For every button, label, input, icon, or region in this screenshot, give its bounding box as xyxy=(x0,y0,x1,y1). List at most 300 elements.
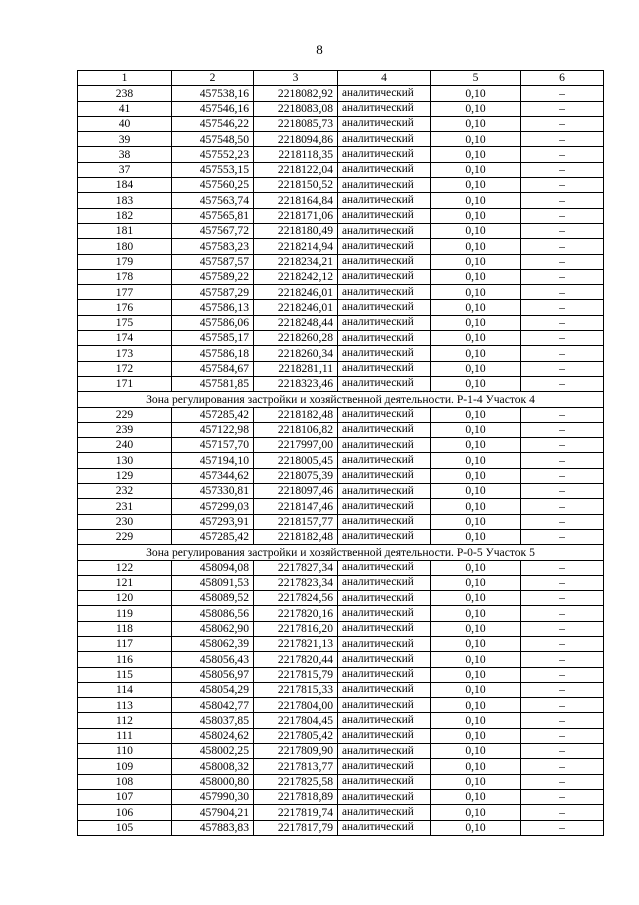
table-row xyxy=(78,239,604,254)
method-cell: аналитический xyxy=(338,514,431,529)
point-number-cell: 120 xyxy=(78,591,172,606)
point-number-cell: 112 xyxy=(78,713,172,728)
x-coordinate-cell: 457990,30 xyxy=(172,789,254,804)
method-cell: аналитический xyxy=(338,591,431,606)
y-coordinate-cell: 2217815,33 xyxy=(254,682,338,697)
x-coordinate-cell: 457563,74 xyxy=(172,193,254,208)
x-coordinate-cell: 457553,15 xyxy=(172,162,254,177)
method-cell: аналитический xyxy=(338,575,431,590)
x-coordinate-cell: 457285,42 xyxy=(172,407,254,422)
accuracy-cell: 0,10 xyxy=(431,682,521,697)
accuracy-cell: 0,10 xyxy=(431,529,521,544)
point-number-cell: 39 xyxy=(78,132,172,147)
y-coordinate-cell: 2218171,06 xyxy=(254,208,338,223)
point-number-cell: 41 xyxy=(78,101,172,116)
note-cell: – xyxy=(521,774,604,789)
accuracy-cell: 0,10 xyxy=(431,744,521,759)
accuracy-cell: 0,10 xyxy=(431,575,521,590)
method-cell: аналитический xyxy=(338,162,431,177)
y-coordinate-cell: 2218214,94 xyxy=(254,239,338,254)
note-cell: – xyxy=(521,254,604,269)
method-cell: аналитический xyxy=(338,193,431,208)
accuracy-cell: 0,10 xyxy=(431,728,521,743)
table-row xyxy=(78,132,604,147)
point-number-cell: 229 xyxy=(78,529,172,544)
note-cell: – xyxy=(521,132,604,147)
x-coordinate-cell: 457587,57 xyxy=(172,254,254,269)
point-number-cell: 129 xyxy=(78,468,172,483)
accuracy-cell: 0,10 xyxy=(431,300,521,315)
method-cell: аналитический xyxy=(338,682,431,697)
note-cell: – xyxy=(521,575,604,590)
x-coordinate-cell: 457330,81 xyxy=(172,484,254,499)
y-coordinate-cell: 2217820,44 xyxy=(254,652,338,667)
x-coordinate-cell: 457581,85 xyxy=(172,376,254,391)
table-row xyxy=(78,208,604,223)
table-row xyxy=(78,728,604,743)
note-cell: – xyxy=(521,713,604,728)
point-number-cell: 182 xyxy=(78,208,172,223)
method-cell: аналитический xyxy=(338,331,431,346)
point-number-cell: 130 xyxy=(78,453,172,468)
point-number-cell: 37 xyxy=(78,162,172,177)
table-row xyxy=(78,713,604,728)
point-number-cell: 179 xyxy=(78,254,172,269)
y-coordinate-cell: 2218157,77 xyxy=(254,514,338,529)
accuracy-cell: 0,10 xyxy=(431,621,521,636)
method-cell: аналитический xyxy=(338,86,431,101)
accuracy-cell: 0,10 xyxy=(431,86,521,101)
note-cell: – xyxy=(521,789,604,804)
method-cell: аналитический xyxy=(338,254,431,269)
table-row xyxy=(78,682,604,697)
point-number-cell: 107 xyxy=(78,789,172,804)
point-number-cell: 229 xyxy=(78,407,172,422)
x-coordinate-cell: 457883,83 xyxy=(172,820,254,835)
accuracy-cell: 0,10 xyxy=(431,820,521,835)
table-row xyxy=(78,774,604,789)
note-cell: – xyxy=(521,698,604,713)
table-body xyxy=(78,71,604,836)
x-coordinate-cell: 457904,21 xyxy=(172,805,254,820)
table-row xyxy=(78,422,604,437)
y-coordinate-cell: 2218182,48 xyxy=(254,529,338,544)
x-coordinate-cell: 457586,18 xyxy=(172,346,254,361)
x-coordinate-cell: 457285,42 xyxy=(172,529,254,544)
note-cell: – xyxy=(521,178,604,193)
zone-heading: Зона регулирования застройки и хозяйственной деятельности. Р-0-5 Участок 5 xyxy=(78,545,604,560)
table-row xyxy=(78,575,604,590)
accuracy-cell: 0,10 xyxy=(431,484,521,499)
y-coordinate-cell: 2217817,79 xyxy=(254,820,338,835)
accuracy-cell: 0,10 xyxy=(431,514,521,529)
point-number-cell: 176 xyxy=(78,300,172,315)
point-number-cell: 238 xyxy=(78,86,172,101)
table-row xyxy=(78,529,604,544)
point-number-cell: 110 xyxy=(78,744,172,759)
method-cell: аналитический xyxy=(338,713,431,728)
x-coordinate-cell: 457548,50 xyxy=(172,132,254,147)
x-coordinate-cell: 457538,16 xyxy=(172,86,254,101)
y-coordinate-cell: 2218147,46 xyxy=(254,499,338,514)
y-coordinate-cell: 2218180,49 xyxy=(254,223,338,238)
note-cell: – xyxy=(521,361,604,376)
table-row xyxy=(78,101,604,116)
note-cell: – xyxy=(521,591,604,606)
y-coordinate-cell: 2217821,13 xyxy=(254,636,338,651)
table-row xyxy=(78,667,604,682)
method-cell: аналитический xyxy=(338,789,431,804)
header-cell-1: 1 xyxy=(78,71,172,86)
note-cell: – xyxy=(521,101,604,116)
table-row xyxy=(78,147,604,162)
method-cell: аналитический xyxy=(338,147,431,162)
x-coordinate-cell: 458000,80 xyxy=(172,774,254,789)
accuracy-cell: 0,10 xyxy=(431,101,521,116)
x-coordinate-cell: 458086,56 xyxy=(172,606,254,621)
point-number-cell: 177 xyxy=(78,285,172,300)
accuracy-cell: 0,10 xyxy=(431,422,521,437)
method-cell: аналитический xyxy=(338,269,431,284)
method-cell: аналитический xyxy=(338,223,431,238)
point-number-cell: 121 xyxy=(78,575,172,590)
x-coordinate-cell: 458008,32 xyxy=(172,759,254,774)
table-header-row xyxy=(78,71,604,86)
x-coordinate-cell: 458062,39 xyxy=(172,636,254,651)
y-coordinate-cell: 2218281,11 xyxy=(254,361,338,376)
accuracy-cell: 0,10 xyxy=(431,162,521,177)
y-coordinate-cell: 2218097,46 xyxy=(254,484,338,499)
method-cell: аналитический xyxy=(338,438,431,453)
y-coordinate-cell: 2218242,12 xyxy=(254,269,338,284)
point-number-cell: 117 xyxy=(78,636,172,651)
y-coordinate-cell: 2217818,89 xyxy=(254,789,338,804)
point-number-cell: 174 xyxy=(78,331,172,346)
accuracy-cell: 0,10 xyxy=(431,208,521,223)
point-number-cell: 108 xyxy=(78,774,172,789)
x-coordinate-cell: 457194,10 xyxy=(172,453,254,468)
method-cell: аналитический xyxy=(338,422,431,437)
x-coordinate-cell: 457586,06 xyxy=(172,315,254,330)
point-number-cell: 113 xyxy=(78,698,172,713)
header-cell-6: 6 xyxy=(521,71,604,86)
y-coordinate-cell: 2218323,46 xyxy=(254,376,338,391)
method-cell: аналитический xyxy=(338,728,431,743)
note-cell: – xyxy=(521,606,604,621)
y-coordinate-cell: 2217815,79 xyxy=(254,667,338,682)
x-coordinate-cell: 457552,23 xyxy=(172,147,254,162)
accuracy-cell: 0,10 xyxy=(431,346,521,361)
x-coordinate-cell: 457583,23 xyxy=(172,239,254,254)
y-coordinate-cell: 2217816,20 xyxy=(254,621,338,636)
method-cell: аналитический xyxy=(338,208,431,223)
zone-heading-row xyxy=(78,545,604,560)
method-cell: аналитический xyxy=(338,453,431,468)
method-cell: аналитический xyxy=(338,468,431,483)
table-row xyxy=(78,254,604,269)
note-cell: – xyxy=(521,239,604,254)
y-coordinate-cell: 2218260,34 xyxy=(254,346,338,361)
note-cell: – xyxy=(521,407,604,422)
y-coordinate-cell: 2218094,86 xyxy=(254,132,338,147)
accuracy-cell: 0,10 xyxy=(431,591,521,606)
accuracy-cell: 0,10 xyxy=(431,468,521,483)
table-row xyxy=(78,116,604,131)
note-cell: – xyxy=(521,300,604,315)
accuracy-cell: 0,10 xyxy=(431,407,521,422)
method-cell: аналитический xyxy=(338,101,431,116)
note-cell: – xyxy=(521,805,604,820)
accuracy-cell: 0,10 xyxy=(431,560,521,575)
table-row xyxy=(78,376,604,391)
method-cell: аналитический xyxy=(338,315,431,330)
note-cell: – xyxy=(521,269,604,284)
table-row xyxy=(78,162,604,177)
table-row xyxy=(78,820,604,835)
y-coordinate-cell: 2217805,42 xyxy=(254,728,338,743)
point-number-cell: 116 xyxy=(78,652,172,667)
table-row xyxy=(78,269,604,284)
method-cell: аналитический xyxy=(338,744,431,759)
y-coordinate-cell: 2218234,21 xyxy=(254,254,338,269)
x-coordinate-cell: 457293,91 xyxy=(172,514,254,529)
method-cell: аналитический xyxy=(338,361,431,376)
note-cell: – xyxy=(521,560,604,575)
point-number-cell: 230 xyxy=(78,514,172,529)
table-row xyxy=(78,560,604,575)
note-cell: – xyxy=(521,376,604,391)
method-cell: аналитический xyxy=(338,300,431,315)
header-cell-4: 4 xyxy=(338,71,431,86)
page-number: 8 xyxy=(316,42,323,57)
accuracy-cell: 0,10 xyxy=(431,805,521,820)
accuracy-cell: 0,10 xyxy=(431,269,521,284)
x-coordinate-cell: 457122,98 xyxy=(172,422,254,437)
note-cell: – xyxy=(521,438,604,453)
note-cell: – xyxy=(521,422,604,437)
point-number-cell: 114 xyxy=(78,682,172,697)
accuracy-cell: 0,10 xyxy=(431,713,521,728)
table-row xyxy=(78,514,604,529)
table-row xyxy=(78,453,604,468)
method-cell: аналитический xyxy=(338,652,431,667)
note-cell: – xyxy=(521,652,604,667)
y-coordinate-cell: 2217809,90 xyxy=(254,744,338,759)
table-row xyxy=(78,484,604,499)
x-coordinate-cell: 457565,81 xyxy=(172,208,254,223)
table-row xyxy=(78,698,604,713)
point-number-cell: 184 xyxy=(78,178,172,193)
note-cell: – xyxy=(521,759,604,774)
method-cell: аналитический xyxy=(338,820,431,835)
y-coordinate-cell: 2218085,73 xyxy=(254,116,338,131)
note-cell: – xyxy=(521,193,604,208)
header-cell-3: 3 xyxy=(254,71,338,86)
point-number-cell: 111 xyxy=(78,728,172,743)
point-number-cell: 175 xyxy=(78,315,172,330)
method-cell: аналитический xyxy=(338,621,431,636)
point-number-cell: 106 xyxy=(78,805,172,820)
accuracy-cell: 0,10 xyxy=(431,315,521,330)
method-cell: аналитический xyxy=(338,560,431,575)
accuracy-cell: 0,10 xyxy=(431,759,521,774)
accuracy-cell: 0,10 xyxy=(431,606,521,621)
x-coordinate-cell: 457560,25 xyxy=(172,178,254,193)
method-cell: аналитический xyxy=(338,499,431,514)
x-coordinate-cell: 457546,16 xyxy=(172,101,254,116)
accuracy-cell: 0,10 xyxy=(431,132,521,147)
x-coordinate-cell: 458094,08 xyxy=(172,560,254,575)
x-coordinate-cell: 457157,70 xyxy=(172,438,254,453)
method-cell: аналитический xyxy=(338,407,431,422)
note-cell: – xyxy=(521,514,604,529)
note-cell: – xyxy=(521,682,604,697)
y-coordinate-cell: 2217825,58 xyxy=(254,774,338,789)
header-cell-2: 2 xyxy=(172,71,254,86)
y-coordinate-cell: 2218182,48 xyxy=(254,407,338,422)
accuracy-cell: 0,10 xyxy=(431,285,521,300)
note-cell: – xyxy=(521,744,604,759)
table-row xyxy=(78,315,604,330)
method-cell: аналитический xyxy=(338,636,431,651)
accuracy-cell: 0,10 xyxy=(431,147,521,162)
table-row xyxy=(78,86,604,101)
accuracy-cell: 0,10 xyxy=(431,698,521,713)
y-coordinate-cell: 2218246,01 xyxy=(254,285,338,300)
y-coordinate-cell: 2218082,92 xyxy=(254,86,338,101)
note-cell: – xyxy=(521,86,604,101)
accuracy-cell: 0,10 xyxy=(431,116,521,131)
accuracy-cell: 0,10 xyxy=(431,453,521,468)
point-number-cell: 38 xyxy=(78,147,172,162)
point-number-cell: 173 xyxy=(78,346,172,361)
method-cell: аналитический xyxy=(338,774,431,789)
accuracy-cell: 0,10 xyxy=(431,361,521,376)
accuracy-cell: 0,10 xyxy=(431,178,521,193)
table-row xyxy=(78,361,604,376)
x-coordinate-cell: 457585,17 xyxy=(172,331,254,346)
method-cell: аналитический xyxy=(338,759,431,774)
point-number-cell: 231 xyxy=(78,499,172,514)
note-cell: – xyxy=(521,636,604,651)
y-coordinate-cell: 2217819,74 xyxy=(254,805,338,820)
y-coordinate-cell: 2217823,34 xyxy=(254,575,338,590)
table-row xyxy=(78,789,604,804)
x-coordinate-cell: 458042,77 xyxy=(172,698,254,713)
table-row xyxy=(78,468,604,483)
table-row xyxy=(78,591,604,606)
point-number-cell: 240 xyxy=(78,438,172,453)
note-cell: – xyxy=(521,162,604,177)
point-number-cell: 122 xyxy=(78,560,172,575)
table-row xyxy=(78,285,604,300)
note-cell: – xyxy=(521,667,604,682)
y-coordinate-cell: 2218164,84 xyxy=(254,193,338,208)
note-cell: – xyxy=(521,208,604,223)
table-row xyxy=(78,223,604,238)
method-cell: аналитический xyxy=(338,376,431,391)
accuracy-cell: 0,10 xyxy=(431,789,521,804)
accuracy-cell: 0,10 xyxy=(431,774,521,789)
table-row xyxy=(78,744,604,759)
method-cell: аналитический xyxy=(338,529,431,544)
x-coordinate-cell: 458002,25 xyxy=(172,744,254,759)
table-row xyxy=(78,759,604,774)
accuracy-cell: 0,10 xyxy=(431,254,521,269)
note-cell: – xyxy=(521,223,604,238)
method-cell: аналитический xyxy=(338,132,431,147)
note-cell: – xyxy=(521,484,604,499)
table-row xyxy=(78,346,604,361)
note-cell: – xyxy=(521,331,604,346)
x-coordinate-cell: 457567,72 xyxy=(172,223,254,238)
point-number-cell: 239 xyxy=(78,422,172,437)
point-number-cell: 40 xyxy=(78,116,172,131)
table-row xyxy=(78,606,604,621)
method-cell: аналитический xyxy=(338,606,431,621)
y-coordinate-cell: 2217997,00 xyxy=(254,438,338,453)
note-cell: – xyxy=(521,285,604,300)
zone-heading-row xyxy=(78,392,604,407)
x-coordinate-cell: 458054,29 xyxy=(172,682,254,697)
x-coordinate-cell: 457586,13 xyxy=(172,300,254,315)
y-coordinate-cell: 2218005,45 xyxy=(254,453,338,468)
y-coordinate-cell: 2218075,39 xyxy=(254,468,338,483)
x-coordinate-cell: 458089,52 xyxy=(172,591,254,606)
accuracy-cell: 0,10 xyxy=(431,193,521,208)
note-cell: – xyxy=(521,468,604,483)
coordinates-table xyxy=(77,70,604,836)
y-coordinate-cell: 2218246,01 xyxy=(254,300,338,315)
x-coordinate-cell: 457589,22 xyxy=(172,269,254,284)
x-coordinate-cell: 457344,62 xyxy=(172,468,254,483)
point-number-cell: 109 xyxy=(78,759,172,774)
accuracy-cell: 0,10 xyxy=(431,636,521,651)
method-cell: аналитический xyxy=(338,178,431,193)
point-number-cell: 118 xyxy=(78,621,172,636)
y-coordinate-cell: 2218106,82 xyxy=(254,422,338,437)
y-coordinate-cell: 2217813,77 xyxy=(254,759,338,774)
point-number-cell: 232 xyxy=(78,484,172,499)
point-number-cell: 183 xyxy=(78,193,172,208)
method-cell: аналитический xyxy=(338,667,431,682)
method-cell: аналитический xyxy=(338,116,431,131)
header-cell-5: 5 xyxy=(431,71,521,86)
note-cell: – xyxy=(521,453,604,468)
point-number-cell: 181 xyxy=(78,223,172,238)
x-coordinate-cell: 458056,43 xyxy=(172,652,254,667)
point-number-cell: 172 xyxy=(78,361,172,376)
point-number-cell: 180 xyxy=(78,239,172,254)
y-coordinate-cell: 2217824,56 xyxy=(254,591,338,606)
y-coordinate-cell: 2217804,45 xyxy=(254,713,338,728)
x-coordinate-cell: 457299,03 xyxy=(172,499,254,514)
y-coordinate-cell: 2218118,35 xyxy=(254,147,338,162)
point-number-cell: 171 xyxy=(78,376,172,391)
accuracy-cell: 0,10 xyxy=(431,667,521,682)
accuracy-cell: 0,10 xyxy=(431,223,521,238)
point-number-cell: 178 xyxy=(78,269,172,284)
y-coordinate-cell: 2218248,44 xyxy=(254,315,338,330)
y-coordinate-cell: 2217827,34 xyxy=(254,560,338,575)
table-row xyxy=(78,407,604,422)
table-row xyxy=(78,636,604,651)
x-coordinate-cell: 458037,85 xyxy=(172,713,254,728)
x-coordinate-cell: 458062,90 xyxy=(172,621,254,636)
table-row xyxy=(78,331,604,346)
accuracy-cell: 0,10 xyxy=(431,652,521,667)
x-coordinate-cell: 457584,67 xyxy=(172,361,254,376)
